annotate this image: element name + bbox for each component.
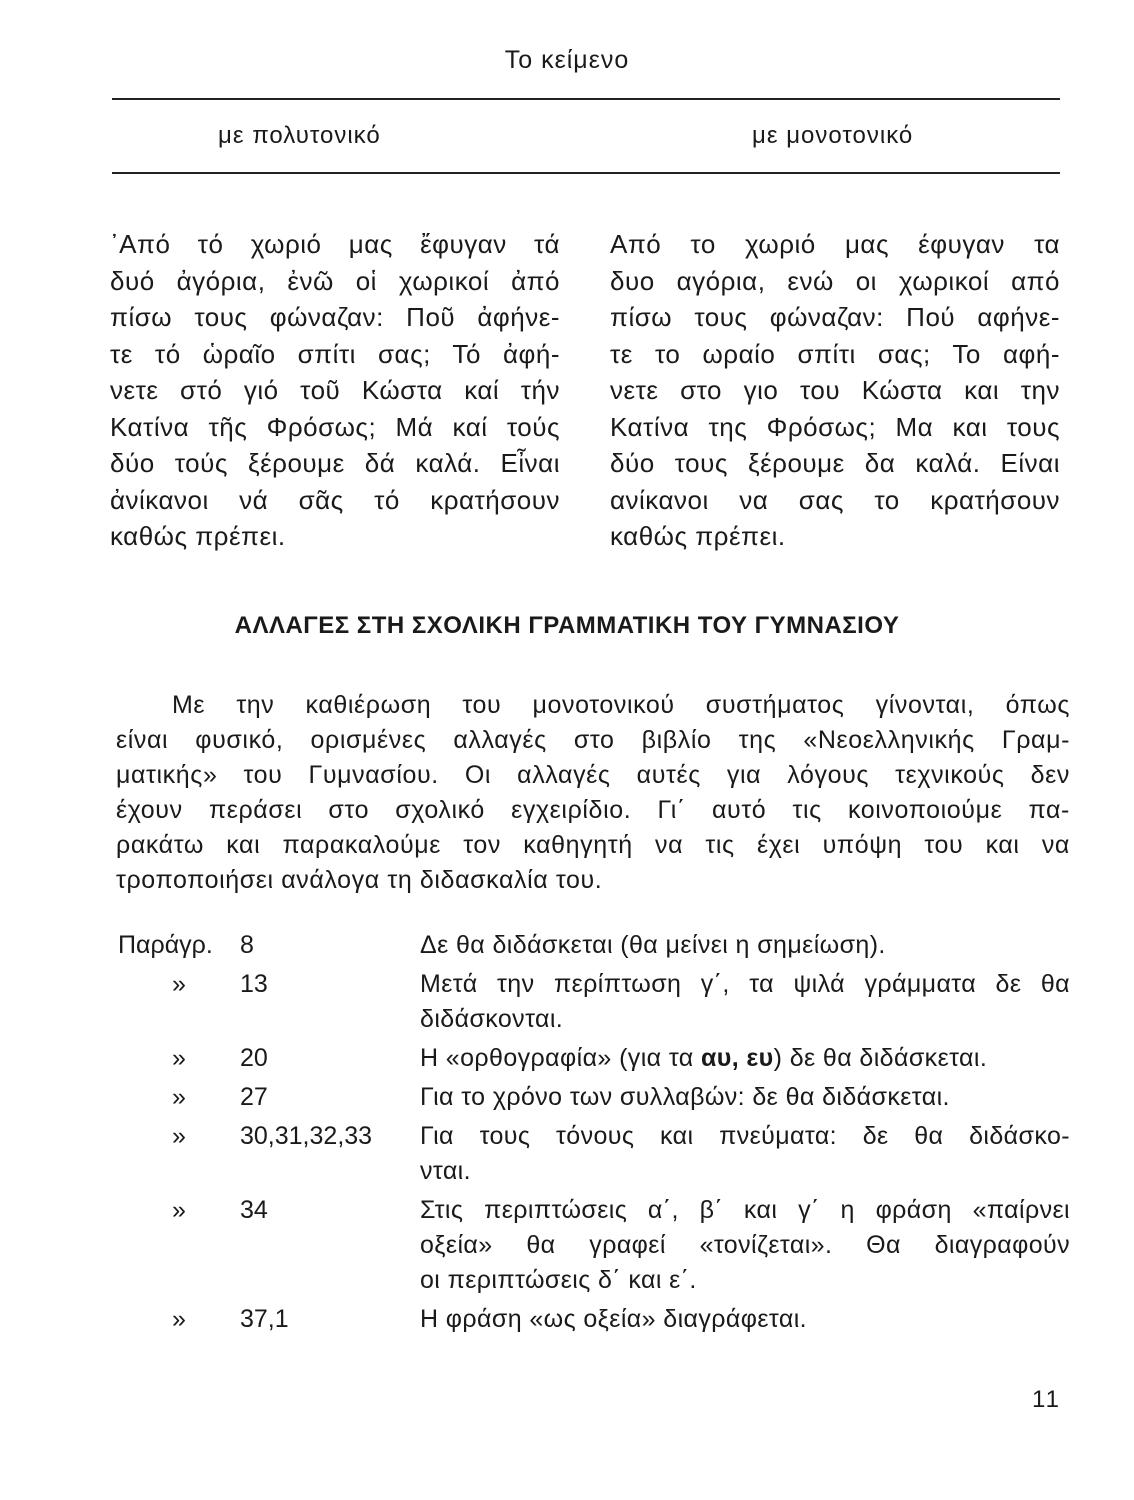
text-line: δύο τους ξέρουμε δα καλά. Είναι <box>610 448 1060 478</box>
change-item <box>118 1080 1070 1115</box>
text-line: καθώς πρέπει. <box>110 521 286 551</box>
description-line <box>420 1041 1070 1076</box>
description-text: ) δε θα διδάσκεται. <box>773 1044 988 1072</box>
description-line: Για το χρόνο των συλλαβών: δε θα διδάσκεται. <box>420 1083 950 1111</box>
ditto-mark: » <box>172 1305 186 1333</box>
change-description <box>420 1080 1070 1115</box>
change-item <box>118 928 1070 963</box>
intro-paragraph <box>116 688 1070 898</box>
change-item <box>118 1119 1070 1189</box>
page-number: 11 <box>1032 1386 1061 1413</box>
description-line: Η φράση «ως οξεία» διαγράφεται. <box>420 1305 808 1333</box>
description-line: οι περιπτώσεις δ΄ και ε΄. <box>420 1266 697 1294</box>
text-line: πίσω τους φώναζαν: Ποῦ ἀφήνε- <box>110 302 560 332</box>
text-line: Κατίνα της Φρόσως; Μα και τους <box>610 411 1060 442</box>
ditto-mark: » <box>172 1196 186 1224</box>
text-line: δυό ἀγόρια, ἐνῶ οἱ χωρικοί ἀπό <box>110 265 560 296</box>
text-line: Κατίνα τῆς Φρόσως; Μά καί τούς <box>110 411 560 442</box>
paragraph-number: 13 <box>240 970 268 998</box>
section-heading: ΑΛΛΑΓΕΣ ΣΤΗ ΣΧΟΛΙΚΗ ΓΡΑΜΜΑΤΙΚΗ ΤΟΥ ΓΥΜΝΑΣΙΟΥ <box>234 612 900 639</box>
paragraph-number: 34 <box>240 1196 268 1224</box>
text-line: τε τό ὡραῖο σπίτι σας; Τό ἀφή- <box>110 338 560 369</box>
intro-line: ματικής» του Γυμνασίου. Οι αλλαγές αυτές για λόγους τεχνικούς δεν <box>116 761 1070 789</box>
change-item <box>118 1041 1070 1076</box>
paragraph-number: 30,31,32,33 <box>240 1122 373 1150</box>
paragraph-number: 20 <box>240 1044 268 1072</box>
ditto-mark: » <box>172 970 186 998</box>
description-line: Μετά την περίπτωση γ΄, τα ψιλά γράμματα δε θα <box>420 970 1070 998</box>
ditto-mark: » <box>172 1083 186 1111</box>
bold-diphthongs: αυ, ευ <box>700 1044 774 1072</box>
change-description <box>420 1041 1070 1076</box>
text-line: ἀνίκανοι νά σᾶς τό κρατήσουν <box>110 484 560 515</box>
change-description <box>420 1193 1070 1298</box>
text-line: Από το χωριό μας έφυγαν τα <box>610 229 1060 259</box>
change-description <box>420 1119 1070 1189</box>
description-line: Στις περιπτώσεις α΄, β΄ και γ΄ η φράση «παίρνει <box>420 1196 1070 1224</box>
description-line: Δε θα διδάσκεται (θα μείνει η σημείωση). <box>420 931 886 959</box>
change-item <box>118 967 1070 1037</box>
description-line: οξεία» θα γραφεί «τονίζεται». Θα διαγραφούν <box>420 1231 1070 1259</box>
ditto-mark: » <box>172 1122 186 1150</box>
intro-line: ρακάτω και παρακαλούμε τον καθηγητή να τις έχει υπόψη του και να <box>116 831 1070 859</box>
text-line: νετε στο γιο του Κώστα και την <box>610 375 1060 405</box>
description-text: Η «ορθογραφία» (για τα <box>420 1044 701 1072</box>
page-title: Το κείμενο <box>504 46 630 74</box>
intro-line: είναι φυσικό, ορισμένες αλλαγές στο βιβλίο της «Νεοελληνικής Γραμ- <box>116 726 1070 754</box>
change-item <box>118 1193 1070 1298</box>
text-line: τε το ωραίο σπίτι σας; Το αφή- <box>610 338 1060 369</box>
paragraph-number: 8 <box>240 931 254 959</box>
text-line: ᾿Από τό χωριό μας ἔφυγαν τά <box>110 229 560 259</box>
description-line: διδάσκονται. <box>420 1005 564 1033</box>
change-description <box>420 967 1070 1037</box>
polytonic-text <box>110 226 560 555</box>
description-line: νται. <box>420 1157 471 1185</box>
ditto-mark: » <box>172 1044 186 1072</box>
text-line: ανίκανοι να σας το κρατήσουν <box>610 484 1060 515</box>
text-line: νετε στό γιό τοῦ Κώστα καί τήν <box>110 375 560 405</box>
paragraph-number: 37,1 <box>240 1305 289 1333</box>
intro-line: Με την καθιέρωση του μονοτονικού συστήματος γίνονται, όπως <box>172 691 1070 719</box>
change-description <box>420 1302 1070 1337</box>
paragraph-label: Παράγρ. <box>118 931 213 959</box>
text-line: πίσω τους φώναζαν: Πού αφήνε- <box>610 302 1060 332</box>
description-line: Για τους τόνους και πνεύματα: δε θα διδάσκο- <box>420 1122 1070 1150</box>
text-line: δύο τούς ξέρουμε δά καλά. Εἶναι <box>110 448 560 478</box>
change-description <box>420 928 1070 963</box>
text-line: καθώς πρέπει. <box>610 521 786 551</box>
polytonic-column-header: με πολυτονικό <box>218 122 381 149</box>
monotonic-column-header: με μονοτονικό <box>752 122 914 149</box>
changes-list <box>118 928 1070 1341</box>
text-line: δυο αγόρια, ενώ οι χωρικοί από <box>610 265 1060 296</box>
header-rule <box>112 172 1060 174</box>
top-rule <box>112 98 1060 100</box>
change-item <box>118 1302 1070 1337</box>
intro-line: τροποποιήσει ανάλογα τη διδασκαλία του. <box>116 866 603 894</box>
intro-line: έχουν περάσει στο σχολικό εγχειρίδιο. Γι΄ αυτό τις κοινοποιούμε πα- <box>116 796 1070 824</box>
paragraph-number: 27 <box>240 1083 268 1111</box>
monotonic-text <box>610 226 1060 555</box>
